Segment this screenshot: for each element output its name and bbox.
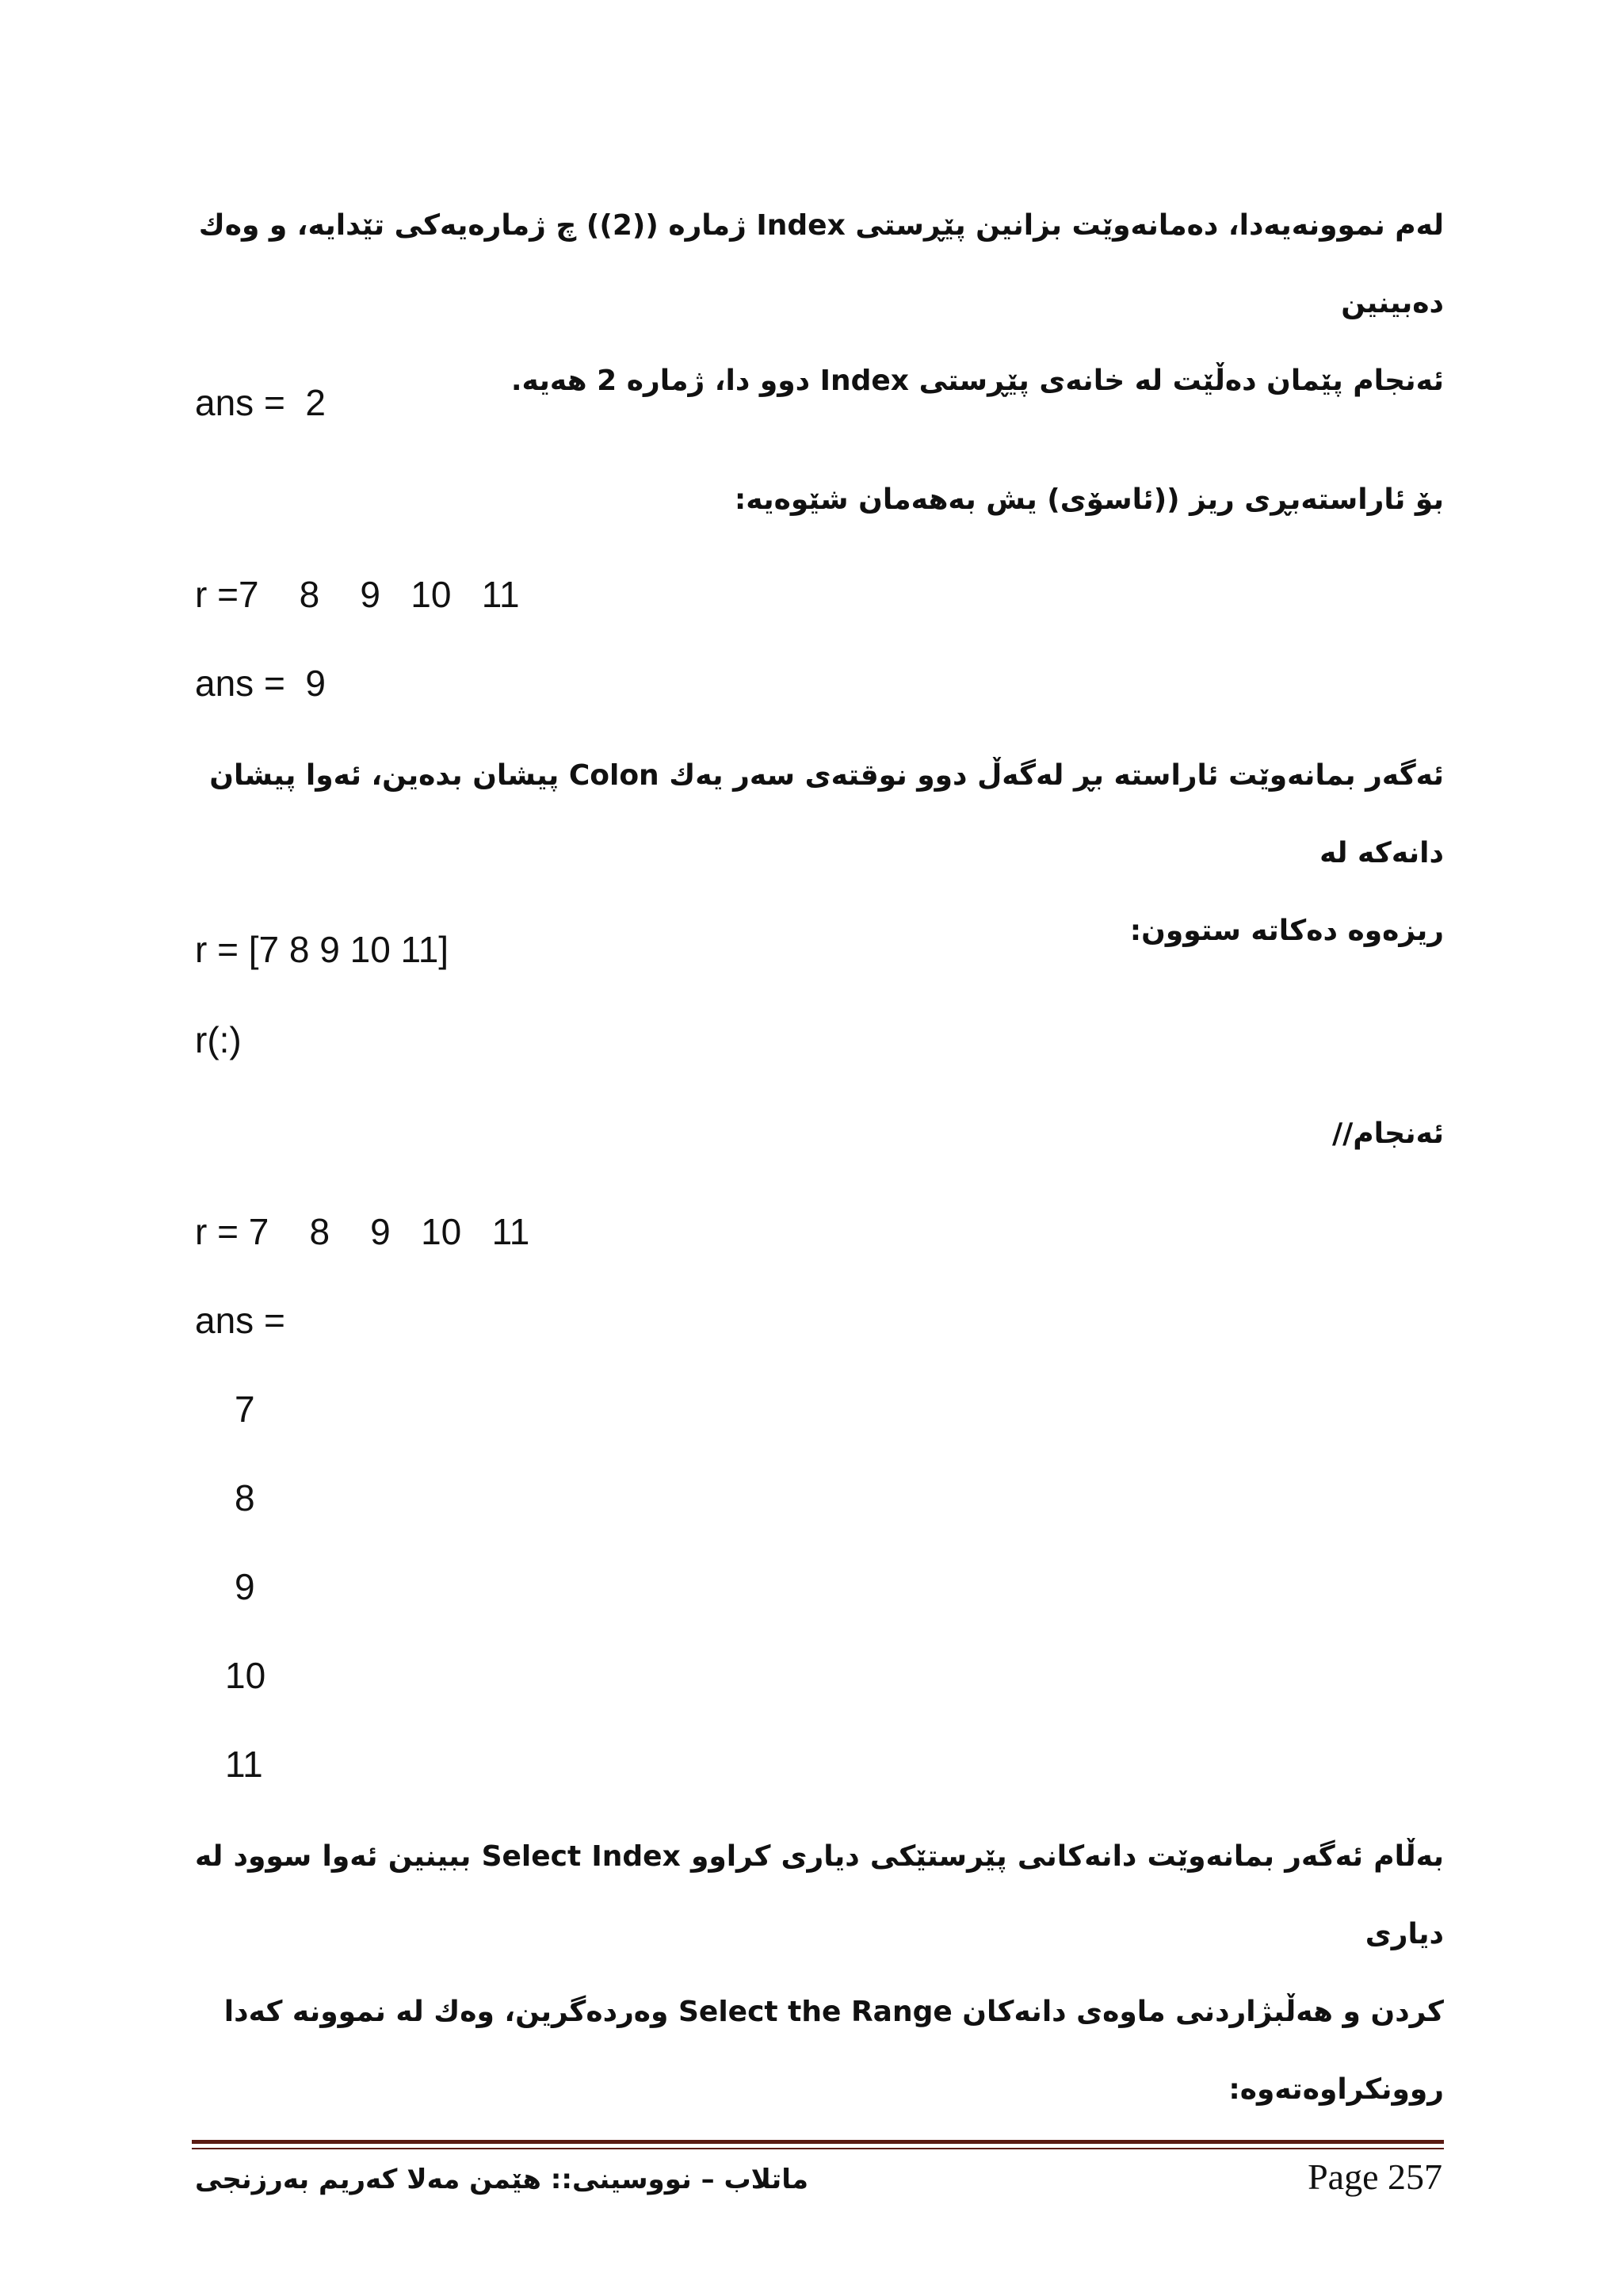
paragraph-4-line-2: کردن و هەڵبژاردنی ماوەی دانەکان Select the Range وەردەگرین، وەك لە نموونە کەدا [223, 1996, 1444, 2028]
paragraph-1 [195, 187, 1444, 420]
code-ans-3: ans = [195, 1300, 285, 1341]
paragraph-4 [195, 1818, 1444, 2129]
paragraph-1-line-2: ئەنجام پێمان دەڵێت لە خانەی پێڕستی Index دوو دا، ژمارە 2 هەیە. [510, 365, 1444, 397]
column-value: 11 [225, 1744, 263, 1785]
column-value: 10 [225, 1655, 266, 1696]
code-r-colon: r(:) [195, 1019, 242, 1060]
code-r-assign: r = [7 8 9 10 11] [195, 929, 449, 970]
paragraph-3-line-2: ریزەوە دەکاتە ستوون: [1129, 915, 1444, 947]
footer-rule-thin [192, 2148, 1444, 2149]
page-number: Page 257 [1308, 2157, 1442, 2197]
paragraph-1-line-1: لەم نموونەیەدا، دەمانەوێت بزانین پێڕستی Index ژمارە ((2)) چ ژمارەیەکی تێدایە، و وەك دەبینین [198, 209, 1444, 319]
paragraph-4-line-1: بەڵام ئەگەر بمانەوێت دانەکانی پێرستێکی دیاری کراوو Select Index ببینین ئەوا سوود لە دیاری [195, 1840, 1444, 1950]
column-value: 7 [235, 1389, 255, 1430]
result-label: ئەنجام// [1331, 1117, 1444, 1150]
code-r-row: r =7 8 9 10 11 [195, 574, 520, 615]
code-ans-2: ans = 9 [195, 663, 326, 704]
paragraph-3-line-1: ئەگەر بمانەوێت ئاراستە بڕ لەگەڵ دوو نوقتەی سەر یەك Colon پیشان بدەین، ئەوا پیشان دانەکە لە [209, 759, 1444, 869]
footer-author: ماتلاب – نووسینی:: هێمن مەلا کەریم بەرزنجی [195, 2164, 809, 2195]
code-r-row-2: r = 7 8 9 10 11 [195, 1211, 530, 1252]
paragraph-2: بۆ ئاراستەبڕی ریز ((ئاسۆی) یش بەهەمان شێوەیە: [734, 483, 1444, 516]
paragraph-4-line-3: روونکراوەتەوە: [1228, 2073, 1444, 2106]
column-value: 8 [235, 1477, 255, 1519]
footer-rule-thick [192, 2140, 1444, 2144]
column-value: 9 [235, 1566, 255, 1607]
code-ans-1: ans = 2 [195, 382, 326, 423]
